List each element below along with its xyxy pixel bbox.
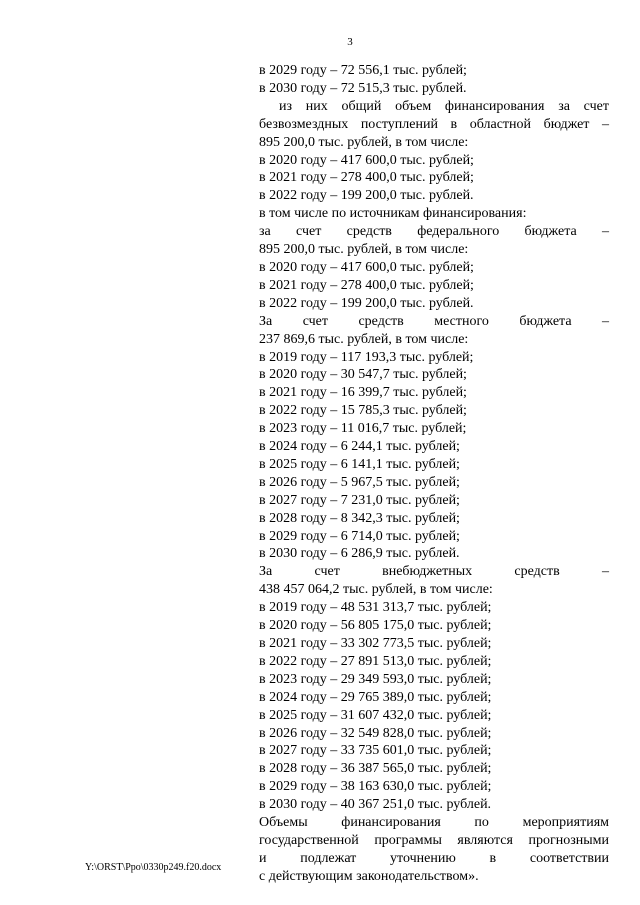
text-line: в 2024 году – 29 765 389,0 тыс. рублей; <box>259 689 492 705</box>
text-line: в 2021 году – 33 302 773,5 тыс. рублей; <box>259 636 492 651</box>
text-line: 438 457 064,2 тыс. рублей, в том числе: <box>259 582 493 598</box>
text-line: в 2027 году – 33 735 601,0 тыс. рублей; <box>259 743 492 759</box>
page-number: 3 <box>347 36 353 48</box>
text-line: в 2020 году – 56 805 175,0 тыс. рублей; <box>259 618 492 634</box>
text-line: в том числе по источникам финансирования: <box>259 206 527 222</box>
text-line: в 2025 году – 31 607 432,0 тыс. рублей; <box>259 707 492 723</box>
text-line: безвозмездных поступлений в областной бюджет – <box>259 116 609 132</box>
text-line: с действующим законодательством». <box>259 868 479 884</box>
text-line: в 2030 году – 40 367 251,0 тыс. рублей. <box>259 797 492 813</box>
text-line: в 2026 году – 32 549 828,0 тыс. рублей; <box>259 725 492 741</box>
file-path-footer: Y:\ORST\Ppo\0330p249.f20.docx <box>85 862 222 873</box>
text-line: в 2020 году – 417 600,0 тыс. рублей; <box>259 152 474 168</box>
text-line: в 2025 году – 6 141,1 тыс. рублей; <box>259 456 460 472</box>
text-line: 237 869,6 тыс. рублей, в том числе: <box>259 331 469 347</box>
text-line: в 2021 году – 278 400,0 тыс. рублей; <box>259 170 474 186</box>
text-line: За счет средств местного бюджета – <box>259 313 609 329</box>
text-line: 895 200,0 тыс. рублей, в том числе: <box>259 242 469 258</box>
text-line: в 2030 году – 6 286,9 тыс. рублей. <box>259 546 460 562</box>
text-line: и подлежат уточнению в соответствии <box>259 850 609 866</box>
text-line: в 2021 году – 278 400,0 тыс. рублей; <box>259 277 474 293</box>
text-line: за счет средств федерального бюджета – <box>259 224 609 240</box>
text-line: в 2019 году – 48 531 313,7 тыс. рублей; <box>259 600 492 616</box>
text-line: государственной программы являются прогнозными <box>259 832 609 848</box>
text-line: в 2020 году – 417 600,0 тыс. рублей; <box>259 259 474 275</box>
text-line: в 2020 году – 30 547,7 тыс. рублей; <box>259 367 467 383</box>
text-line: в 2022 году – 15 785,3 тыс. рублей; <box>259 403 467 419</box>
text-line: в 2022 году – 27 891 513,0 тыс. рублей; <box>259 653 492 669</box>
text-line: в 2028 году – 36 387 565,0 тыс. рублей; <box>259 761 492 777</box>
text-line: в 2023 году – 29 349 593,0 тыс. рублей; <box>259 671 492 687</box>
document-body <box>259 62 609 886</box>
text-line: в 2030 году – 72 515,3 тыс. рублей. <box>259 80 467 96</box>
text-line: Объемы финансирования по мероприятиям <box>259 815 609 831</box>
text-line: в 2022 году – 199 200,0 тыс. рублей. <box>259 295 474 311</box>
text-line: из них общий объем финансирования за счет <box>279 98 609 114</box>
text-line: в 2029 году – 72 556,1 тыс. рублей; <box>259 63 467 78</box>
text-line: 895 200,0 тыс. рублей, в том числе: <box>259 134 469 150</box>
text-line: в 2029 году – 38 163 630,0 тыс. рублей; <box>259 779 492 795</box>
text-line: в 2026 году – 5 967,5 тыс. рублей; <box>259 474 460 490</box>
text-line: в 2028 году – 8 342,3 тыс. рублей; <box>259 510 460 526</box>
text-line: в 2027 году – 7 231,0 тыс. рублей; <box>259 492 460 508</box>
text-line: в 2029 году – 6 714,0 тыс. рублей; <box>259 528 460 544</box>
text-line: в 2019 году – 117 193,3 тыс. рублей; <box>259 349 474 365</box>
text-line: в 2021 году – 16 399,7 тыс. рублей; <box>259 385 467 401</box>
text-line: За счет внебюджетных средств – <box>259 564 609 580</box>
text-line: в 2024 году – 6 244,1 тыс. рублей; <box>259 439 460 455</box>
text-line: в 2022 году – 199 200,0 тыс. рублей. <box>259 188 474 204</box>
text-line: в 2023 году – 11 016,7 тыс. рублей; <box>259 421 467 437</box>
